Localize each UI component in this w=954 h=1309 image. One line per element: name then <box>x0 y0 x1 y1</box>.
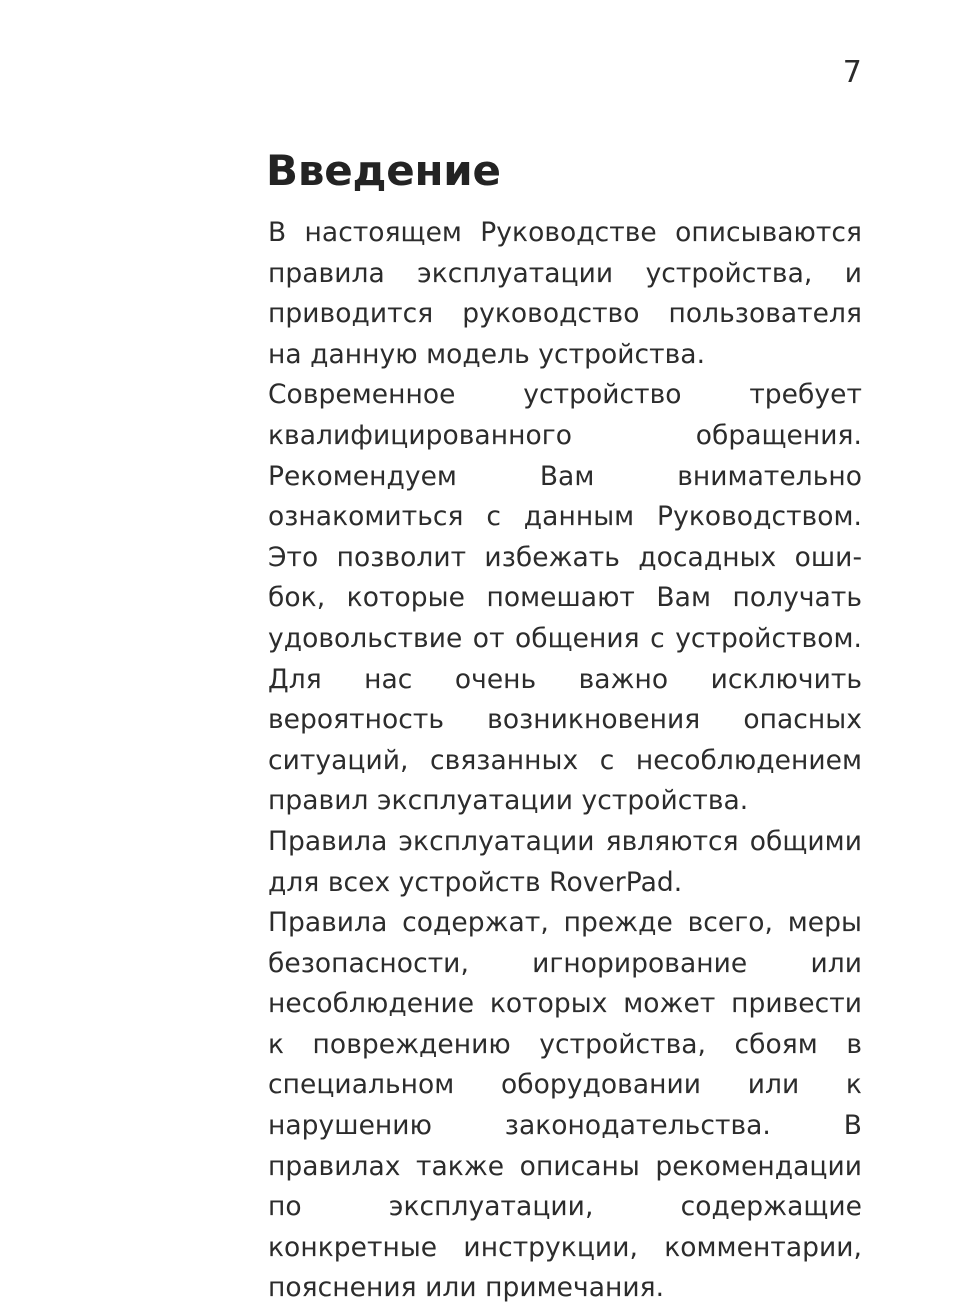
paragraph: В настоящем Руководстве описываются правила эксплуатации устройства, и приводится руководство пользователя на данную модель устройства. <box>268 217 862 370</box>
page-title: Введение <box>266 146 501 196</box>
paragraph: Современное устройство требует квалифицированного обращения. Рекомендуем Вам внимательно ознакомиться с данным Руководством. Это позволит избежать досадных ошибок, которые помешают Вам получать удовольствие от общения с устройством. Для нас очень важно исключить вероятность возникновения опасных ситуаций, связанных с несоблюдением правил эксплуатации устройства. <box>268 379 862 817</box>
paragraph: Правила эксплуатации являются общими для всех устройств RoverPad. <box>268 825 862 898</box>
page-number: 7 <box>842 55 862 90</box>
paragraph: Правила содержат, прежде всего, меры безопасности, игнорирование или несоблюдение которых может привести к повреждению устройства, сбоям в специальном оборудовании или к нарушению законодательства. В правилах также описаны рекомендации по эксплуатации, содержащие конкретные инструкции, комментарии, пояснения или примечания. <box>268 907 862 1304</box>
body-text <box>268 213 862 1309</box>
